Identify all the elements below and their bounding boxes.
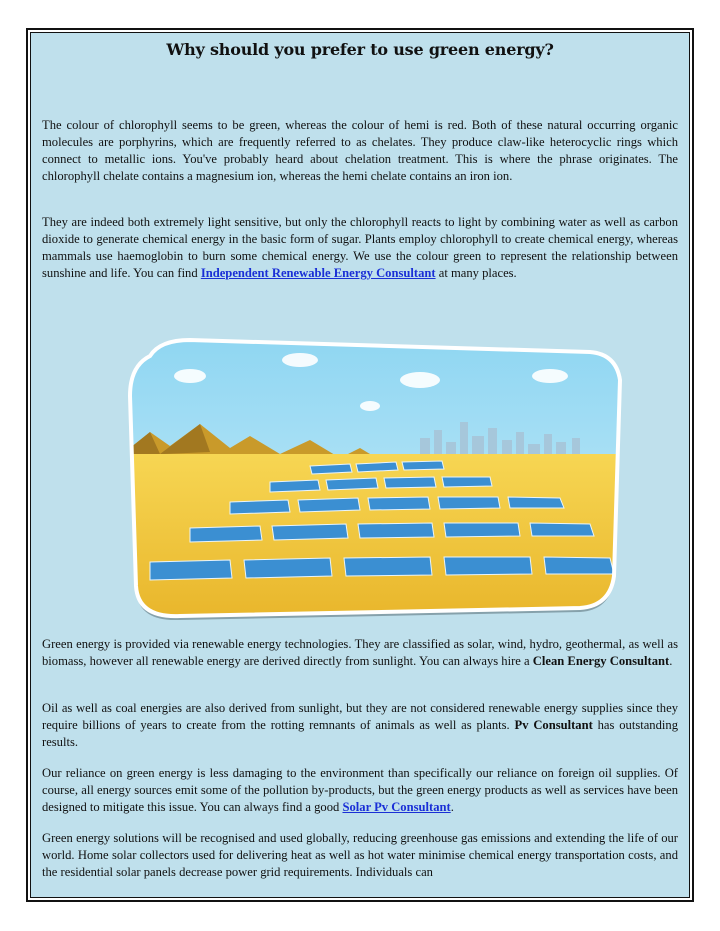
paragraph-text-end: . [669, 654, 673, 668]
clean-energy-consultant-text: Clean Energy Consultant [532, 654, 670, 668]
paragraph-oil-coal [42, 700, 678, 751]
paragraph-light-sensitive [42, 214, 678, 282]
paragraph-text: Our reliance on green energy is less damaging to the environment than specifically our reliance on foreign oil supplies. Of course, all energy sources emit some of the pollution by-products, but the green energy products as well as services have been designed to mitigate this issue. You can always find a good [42, 766, 678, 814]
paragraph-chlorophyll: The colour of chlorophyll seems to be green, whereas the colour of hemi is red. Both of these natural occurring organic molecules are porphyrins, which are frequently referred to as chelates. They produce claw-like heterocyclic rings which connect to metallic ions. You've probably heard about chelation treatment. This is where the phrase originates. The chlorophyll chelate contains a magnesium ion, whereas the hemi chelate contains an iron ion. [42, 118, 678, 183]
paragraph-text: Green energy is provided via renewable energy technologies. They are classified as solar, wind, hydro, geothermal, as well as biomass, however all renewable energy are derived directly from sunlight. You can always hire a [42, 637, 678, 668]
paragraph-reliance [42, 765, 678, 816]
paragraph-renewable-technologies [42, 636, 678, 670]
paragraph-text-end: has outstanding results. [42, 718, 678, 749]
pv-consultant-text: Pv Consultant [514, 718, 593, 732]
paragraph-text: They are indeed both extremely light sensitive, but only the chlorophyll reacts to light by combining water as well as carbon dioxide to generate chemical energy in the basic form of sugar. Plants employ chlorophyll to create chemical energy, whereas mammals use haemoglobin to burn some chemical energy. We use the colour green to represent the relationship between sunshine and life. You can find [42, 215, 678, 280]
solar-pv-consultant-link[interactable]: Solar Pv Consultant [342, 800, 451, 814]
paragraph-text: Oil as well as coal energies are also derived from sunlight, but they are not considered renewable energy supplies since they require billions of years to create from the rotting remnants of animals as well as plants. [42, 701, 678, 732]
solar-farm-illustration [120, 336, 630, 620]
paragraph-text-end: . [450, 800, 454, 814]
paragraph-text-end: at many places. [435, 266, 517, 280]
paragraph-global-solutions: Green energy solutions will be recognised and used globally, reducing greenhouse gas emissions and extending the life of our world. Home solar collectors used for delivering heat as well as hot water minimise chemical energy transportation costs, and the residential solar panels decrease power grid requirements. Individuals can [42, 831, 678, 879]
page-title: Why should you prefer to use green energy? [166, 40, 554, 59]
independent-renewable-energy-consultant-link[interactable]: Independent Renewable Energy Consultant [200, 266, 436, 280]
